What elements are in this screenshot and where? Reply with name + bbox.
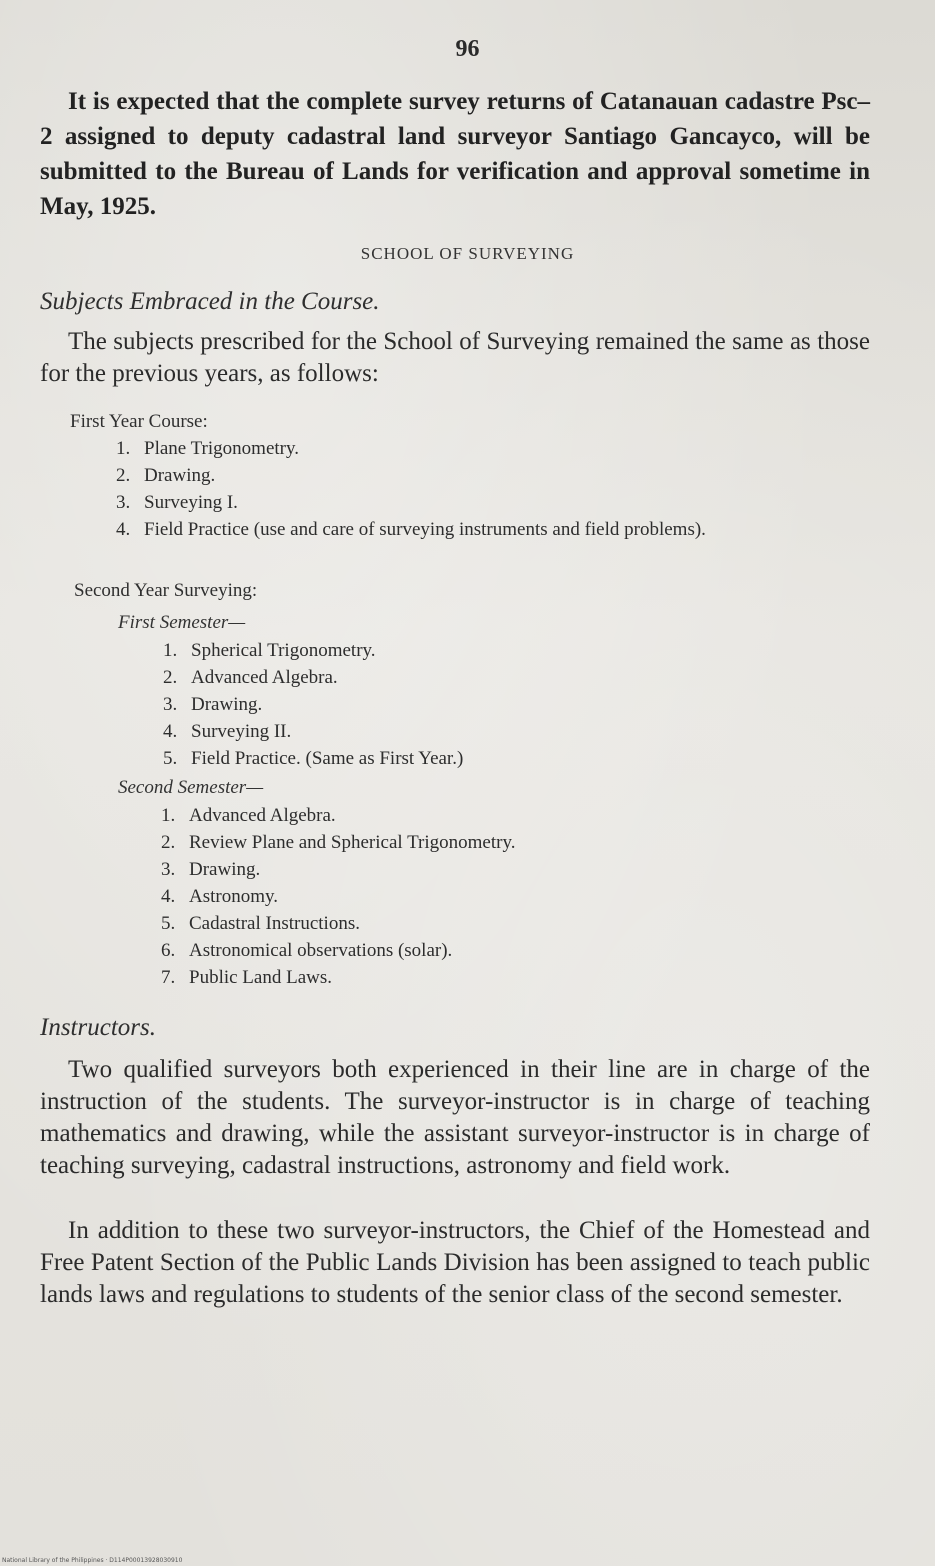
list-item-number: 3. (161, 859, 176, 880)
list-item (116, 435, 870, 462)
list-item (116, 489, 870, 516)
list-item (163, 718, 863, 745)
list-item-number: 1. (116, 438, 131, 459)
list-item-text: Review Plane and Spherical Trigonometry. (189, 832, 516, 853)
list-item (161, 829, 861, 856)
list-item (161, 856, 861, 883)
list-item-text: Surveying II. (191, 721, 292, 742)
list-item-number: 5. (161, 913, 176, 934)
list-item-number: 3. (163, 694, 178, 715)
list-item-text: Drawing. (189, 859, 261, 880)
list-item (163, 691, 863, 718)
list-item-number: 2. (116, 465, 131, 486)
list-item-number: 2. (163, 667, 178, 688)
list-item (116, 516, 870, 543)
subjects-paragraph: The subjects prescribed for the School of Surveying remained the same as those for the previous years, as follows: (40, 328, 870, 387)
first-semester-heading: First Semester— (118, 612, 246, 633)
footer-credit: National Library of the Philippines · D114P00013928030910 (2, 1557, 183, 1564)
list-item-number: 2. (161, 832, 176, 853)
list-item-number: 7. (161, 967, 176, 988)
instructors-paragraph-2: In addition to these two surveyor-instructors, the Chief of the Homestead and Free Patent Section of the Public Lands Division has been assigned to teach public lands laws and regulations to students of the senior class of the second semester. (40, 1217, 870, 1308)
first-year-heading: First Year Course: (70, 411, 208, 432)
list-item (161, 910, 861, 937)
intro-paragraph: It is expected that the complete survey returns of Catanauan cadastre Psc–2 assigned to deputy cadastral land surveyor Santiago Gancayco, will be submitted to the Bureau of Lands for verification and approval sometime in May, 1925. (40, 88, 870, 220)
list-item-text: Field Practice (use and care of surveying instruments and field problems). (144, 519, 706, 540)
list-item-number: 6. (161, 940, 176, 961)
list-item (161, 937, 861, 964)
first-year-list (116, 435, 870, 543)
list-item (116, 462, 870, 489)
list-item-text: Advanced Algebra. (191, 667, 338, 688)
list-item-number: 1. (161, 805, 176, 826)
page-number: 96 (455, 36, 480, 62)
list-item-number: 1. (163, 640, 178, 661)
list-item (161, 802, 861, 829)
list-item-text: Astronomical observations (solar). (189, 940, 453, 961)
list-item-text: Public Land Laws. (189, 967, 333, 988)
list-item-text: Spherical Trigonometry. (191, 640, 376, 661)
section-heading: SCHOOL OF SURVEYING (360, 244, 575, 263)
list-item (163, 664, 863, 691)
list-item-text: Drawing. (191, 694, 263, 715)
list-item-text: Astronomy. (189, 886, 279, 907)
list-item (161, 964, 861, 991)
list-item-number: 5. (163, 748, 178, 769)
list-item-text: Drawing. (144, 465, 216, 486)
list-item-number: 4. (116, 519, 131, 540)
list-item-number: 4. (163, 721, 178, 742)
subjects-heading: Subjects Embraced in the Course. (40, 288, 380, 315)
list-item (163, 637, 863, 664)
instructors-heading: Instructors. (40, 1014, 156, 1041)
list-item-number: 3. (116, 492, 131, 513)
second-year-heading: Second Year Surveying: (74, 580, 258, 601)
second-semester-list (161, 802, 861, 991)
list-item-text: Field Practice. (Same as First Year.) (191, 748, 464, 769)
list-item-text: Plane Trigonometry. (144, 438, 299, 459)
list-item-text: Cadastral Instructions. (189, 913, 360, 934)
list-item-text: Surveying I. (144, 492, 238, 513)
list-item-text: Advanced Algebra. (189, 805, 336, 826)
list-item (163, 745, 863, 772)
list-item (161, 883, 861, 910)
second-semester-heading: Second Semester— (118, 777, 264, 798)
list-item-number: 4. (161, 886, 176, 907)
instructors-paragraph-1: Two qualified surveyors both experienced in their line are in charge of the instruction of the students. The surveyor-instructor is in charge of teaching mathematics and drawing, while the assistant surveyor-instructor is in charge of teaching surveying, cadastral instructions, astronomy and field work. (40, 1056, 870, 1179)
first-semester-list (163, 637, 863, 772)
